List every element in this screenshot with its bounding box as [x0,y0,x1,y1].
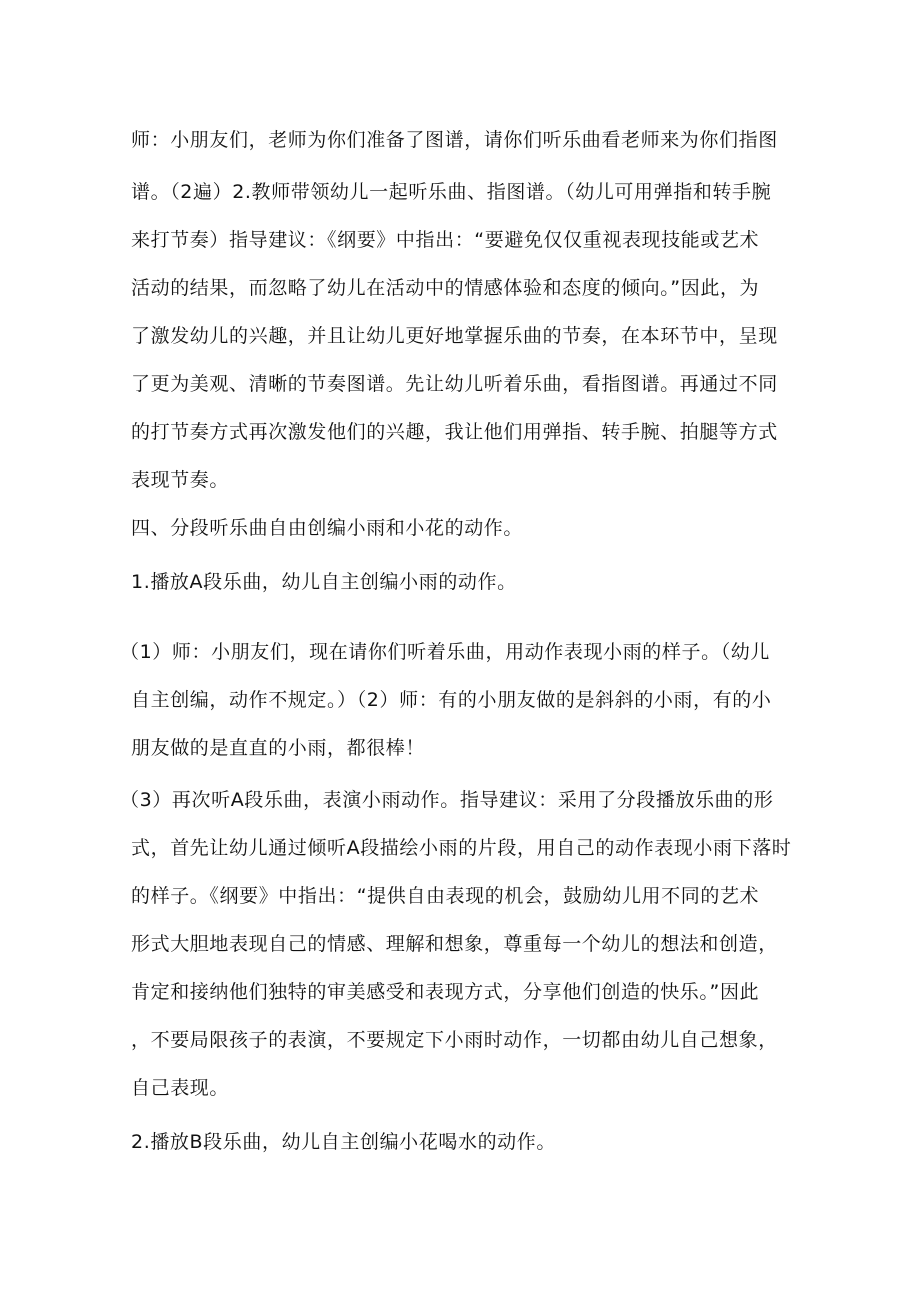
text-line-13: 朋友做的是直直的小雨，都很棒！ [131,737,426,759]
text-line-17: 形式大胆地表现自己的情感、理解和想象，尊重每一个幼儿的想法和创造， [131,933,778,955]
text-line-11: （1）师：小朋友们，现在请你们听着乐曲，用动作表现小雨的样子。（幼儿 [120,641,770,663]
text-line-14: （3）再次听A段乐曲，表演小雨动作。指导建议：采用了分段播放乐曲的形 [120,789,774,811]
text-line-10: 1.播放A段乐曲，幼儿自主创编小雨的动作。 [131,571,517,593]
text-line-18: 肯定和接纳他们独特的审美感受和表现方式，分享他们创造的快乐。”因此 [131,981,760,1003]
text-line-4: 活动的结果，而忽略了幼儿在活动中的情感体验和态度的倾向。”因此，为 [131,277,760,299]
text-line-20: 自己表现。 [131,1077,230,1099]
text-line-2: 谱。（2遍）2.教师带领幼儿一起听乐曲、指图谱。（幼儿可用弹指和转手腕 [131,181,772,203]
text-line-16: 的样子。《纲要》中指出：“提供自由表现的机会，鼓励幼儿用不同的艺术 [131,885,760,907]
text-line-8: 表现节奏。 [131,469,230,491]
text-line-15: 式，首先让幼儿通过倾听A段描绘小雨的片段，用自己的动作表现小雨下落时 [131,837,792,859]
text-line-3: 来打节奏）指导建议：《纲要》中指出：“要避免仅仅重视表现技能或艺术 [131,229,760,251]
text-line-1: 师：小朋友们，老师为你们准备了图谱，请你们听乐曲看老师来为你们指图 [131,129,778,151]
section-heading-4: 四、分段听乐曲自由创编小雨和小花的动作。 [131,517,524,539]
text-line-21: 2.播放B段乐曲，幼儿自主创编小花喝水的动作。 [131,1131,556,1153]
text-line-6: 了更为美观、清晰的节奏图谱。先让幼儿听着乐曲，看指图谱。再通过不同 [131,373,778,395]
text-line-7: 的打节奏方式再次激发他们的兴趣，我让他们用弹指、转手腕、拍腿等方式 [131,421,778,443]
text-line-12: 自主创编，动作不规定。）（2）师：有的小朋友做的是斜斜的小雨，有的小 [131,689,772,711]
text-line-19: ，不要局限孩子的表演，不要规定下小雨时动作，一切都由幼儿自己想象， [131,1029,778,1051]
text-line-5: 了激发幼儿的兴趣，并且让幼儿更好地掌握乐曲的节奏，在本环节中，呈现 [131,325,778,347]
